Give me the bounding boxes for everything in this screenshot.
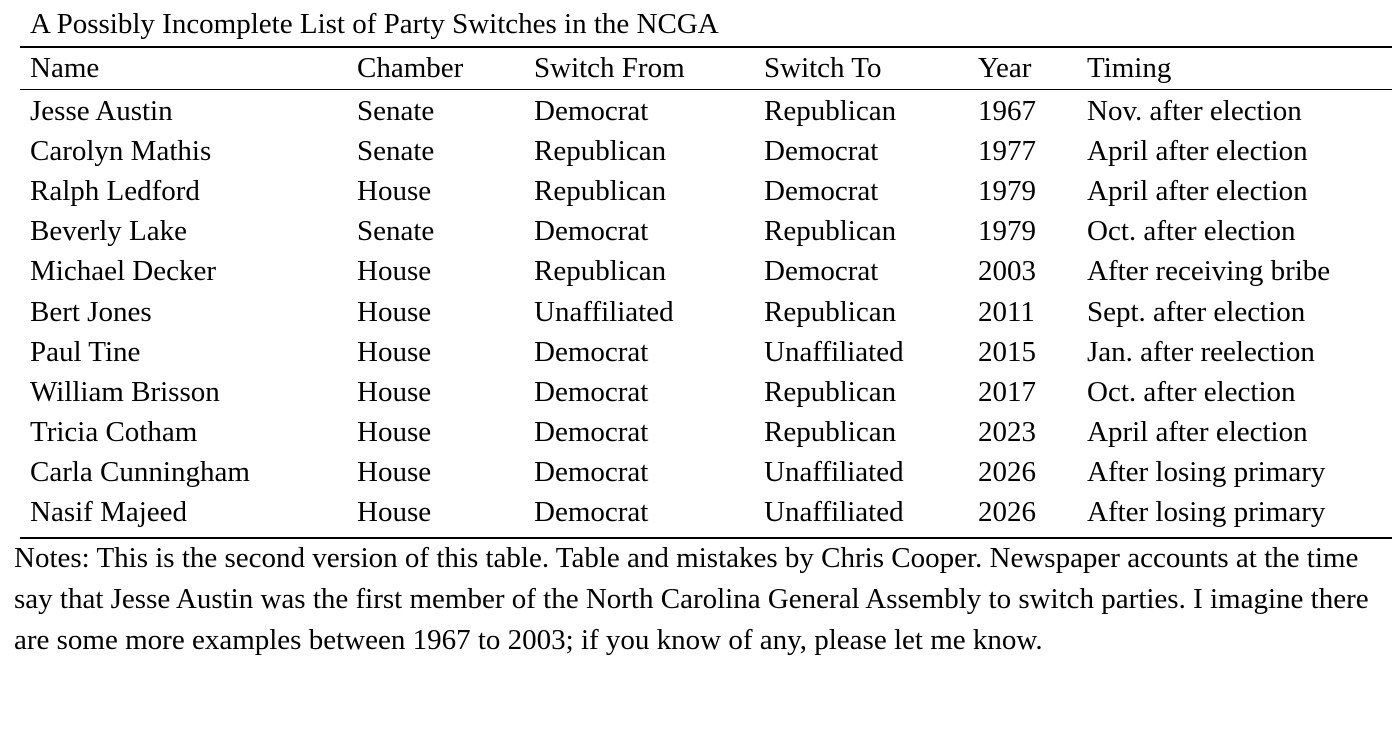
- cell-name: Beverly Lake: [30, 215, 188, 248]
- cell-chamber: House: [357, 456, 432, 489]
- cell-switch-to: Republican: [764, 375, 897, 408]
- cell-chamber: House: [357, 174, 432, 207]
- cell-switch-from: Republican: [534, 134, 667, 167]
- table-row: [30, 413, 1387, 453]
- cell-year: 2026: [978, 456, 1036, 489]
- cell-year: 1977: [978, 134, 1036, 167]
- cell-name: Paul Tine: [30, 335, 141, 368]
- cell-switch-from: Democrat: [534, 335, 649, 368]
- cell-switch-to: Unaffiliated: [764, 335, 904, 368]
- cell-timing: Jan. after reelection: [1087, 335, 1315, 368]
- cell-chamber: House: [357, 375, 432, 408]
- cell-switch-from: Democrat: [534, 375, 649, 408]
- cell-switch-from: Republican: [534, 174, 667, 207]
- cell-name: Bert Jones: [30, 295, 152, 328]
- cell-timing: Nov. after election: [1087, 94, 1302, 127]
- table-row: [30, 372, 1387, 412]
- cell-chamber: Senate: [357, 215, 435, 248]
- cell-switch-from: Democrat: [534, 94, 649, 127]
- cell-switch-to: Democrat: [764, 134, 879, 167]
- cell-year: 2023: [978, 416, 1036, 449]
- cell-chamber: House: [357, 255, 432, 288]
- cell-switch-from: Democrat: [534, 215, 649, 248]
- cell-timing: April after election: [1087, 416, 1308, 449]
- cell-chamber: House: [357, 335, 432, 368]
- table-row: [30, 292, 1387, 332]
- cell-switch-to: Unaffiliated: [764, 496, 904, 529]
- cell-name: Nasif Majeed: [30, 496, 188, 529]
- table-row: [30, 453, 1387, 493]
- column-header-name: Name: [30, 51, 100, 84]
- column-header-timing: Timing: [1087, 51, 1172, 84]
- table-row: [30, 89, 1387, 131]
- cell-switch-to: Unaffiliated: [764, 456, 904, 489]
- cell-timing: After losing primary: [1087, 456, 1326, 489]
- cell-chamber: Senate: [357, 94, 435, 127]
- cell-switch-to: Republican: [764, 215, 897, 248]
- column-header-switch-from: Switch From: [534, 51, 685, 84]
- cell-name: Carolyn Mathis: [30, 134, 212, 167]
- cell-name: Ralph Ledford: [30, 174, 200, 207]
- table-row: [30, 252, 1387, 292]
- cell-timing: Sept. after election: [1087, 295, 1306, 328]
- cell-name: William Brisson: [30, 375, 220, 408]
- table-row: [30, 131, 1387, 171]
- table-row: [30, 332, 1387, 372]
- cell-switch-to: Democrat: [764, 255, 879, 288]
- table-row: [30, 493, 1387, 533]
- column-header-year: Year: [978, 51, 1032, 84]
- cell-year: 2003: [978, 255, 1036, 288]
- cell-timing: After losing primary: [1087, 496, 1326, 529]
- cell-switch-to: Republican: [764, 94, 897, 127]
- cell-timing: Oct. after election: [1087, 375, 1296, 408]
- cell-year: 2011: [978, 295, 1035, 328]
- cell-switch-from: Unaffiliated: [534, 295, 674, 328]
- cell-year: 2015: [978, 335, 1036, 368]
- cell-chamber: Senate: [357, 134, 435, 167]
- cell-switch-from: Democrat: [534, 416, 649, 449]
- party-switch-table: [30, 47, 1387, 533]
- table-title: A Possibly Incomplete List of Party Switches in the NCGA: [30, 8, 719, 40]
- cell-year: 1979: [978, 215, 1036, 248]
- cell-switch-from: Democrat: [534, 496, 649, 529]
- column-header-switch-to: Switch To: [764, 51, 882, 84]
- cell-switch-from: Republican: [534, 255, 667, 288]
- cell-year: 2017: [978, 375, 1036, 408]
- cell-switch-to: Republican: [764, 416, 897, 449]
- cell-year: 2026: [978, 496, 1036, 529]
- cell-year: 1979: [978, 174, 1036, 207]
- column-header-chamber: Chamber: [357, 51, 464, 84]
- cell-timing: After receiving bribe: [1087, 255, 1331, 288]
- cell-switch-to: Democrat: [764, 174, 879, 207]
- table-body: [30, 89, 1387, 533]
- cell-chamber: House: [357, 295, 432, 328]
- cell-timing: April after election: [1087, 174, 1308, 207]
- table-row: [30, 171, 1387, 211]
- cell-chamber: House: [357, 416, 432, 449]
- cell-switch-to: Republican: [764, 295, 897, 328]
- cell-chamber: House: [357, 496, 432, 529]
- table-notes: Notes: This is the second version of this table. Table and mistakes by Chris Cooper. Newspaper accounts at the time say that Jesse Austin was the first member of the North Carolina General Assembly to switch parties. I imagine there are some more examples between 1967 to 2003; if you know of any, please let me know.: [14, 542, 1369, 656]
- cell-name: Michael Decker: [30, 255, 216, 288]
- table-header-row: [30, 47, 1387, 89]
- cell-name: Tricia Cotham: [30, 416, 198, 449]
- cell-year: 1967: [978, 94, 1036, 127]
- cell-timing: Oct. after election: [1087, 215, 1296, 248]
- cell-switch-from: Democrat: [534, 456, 649, 489]
- table-row: [30, 212, 1387, 252]
- cell-name: Carla Cunningham: [30, 456, 250, 489]
- cell-timing: April after election: [1087, 134, 1308, 167]
- cell-name: Jesse Austin: [30, 94, 173, 127]
